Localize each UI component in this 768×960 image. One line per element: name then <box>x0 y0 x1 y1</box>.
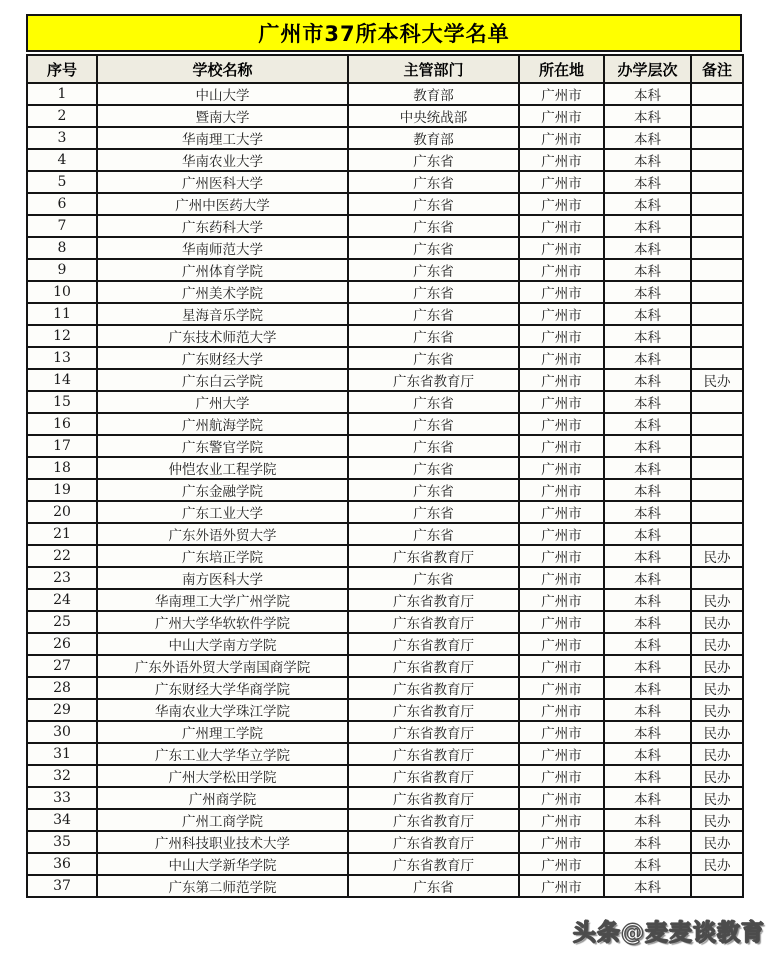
remark <box>691 259 743 281</box>
location: 广州市 <box>519 523 604 545</box>
school-name: 广东工业大学华立学院 <box>97 743 348 765</box>
column-header-no: 序号 <box>27 55 97 83</box>
supervisor: 广东省 <box>348 435 519 457</box>
table-row <box>27 193 743 215</box>
location: 广州市 <box>519 633 604 655</box>
table-row <box>27 83 743 105</box>
row-number: 28 <box>27 677 97 699</box>
table-row <box>27 259 743 281</box>
edu-level: 本科 <box>604 611 691 633</box>
location: 广州市 <box>519 281 604 303</box>
supervisor: 广东省教育厅 <box>348 743 519 765</box>
row-number: 32 <box>27 765 97 787</box>
edu-level: 本科 <box>604 743 691 765</box>
supervisor: 广东省教育厅 <box>348 765 519 787</box>
row-number: 26 <box>27 633 97 655</box>
row-number: 31 <box>27 743 97 765</box>
remark <box>691 149 743 171</box>
table-row <box>27 545 743 567</box>
row-number: 33 <box>27 787 97 809</box>
supervisor: 广东省教育厅 <box>348 611 519 633</box>
row-number: 29 <box>27 699 97 721</box>
school-name: 广东白云学院 <box>97 369 348 391</box>
remark: 民办 <box>691 677 743 699</box>
supervisor: 广东省 <box>348 171 519 193</box>
edu-level: 本科 <box>604 721 691 743</box>
edu-level: 本科 <box>604 589 691 611</box>
school-name: 中山大学新华学院 <box>97 853 348 875</box>
location: 广州市 <box>519 259 604 281</box>
location: 广州市 <box>519 413 604 435</box>
supervisor: 广东省 <box>348 567 519 589</box>
table-row <box>27 413 743 435</box>
supervisor: 广东省教育厅 <box>348 699 519 721</box>
row-number: 13 <box>27 347 97 369</box>
table-title: 广州市37所本科大学名单 <box>26 14 742 52</box>
edu-level: 本科 <box>604 501 691 523</box>
edu-level: 本科 <box>604 369 691 391</box>
remark: 民办 <box>691 743 743 765</box>
edu-level: 本科 <box>604 831 691 853</box>
supervisor: 广东省教育厅 <box>348 787 519 809</box>
supervisor: 广东省教育厅 <box>348 655 519 677</box>
edu-level: 本科 <box>604 523 691 545</box>
school-name: 星海音乐学院 <box>97 303 348 325</box>
table-row <box>27 501 743 523</box>
school-name: 广东第二师范学院 <box>97 875 348 897</box>
location: 广州市 <box>519 501 604 523</box>
university-list-sheet <box>26 14 742 898</box>
remark <box>691 501 743 523</box>
remark: 民办 <box>691 369 743 391</box>
supervisor: 广东省教育厅 <box>348 589 519 611</box>
table-row <box>27 479 743 501</box>
school-name: 广州航海学院 <box>97 413 348 435</box>
supervisor: 广东省 <box>348 303 519 325</box>
row-number: 34 <box>27 809 97 831</box>
remark <box>691 105 743 127</box>
row-number: 12 <box>27 325 97 347</box>
supervisor: 广东省 <box>348 457 519 479</box>
supervisor: 教育部 <box>348 127 519 149</box>
table-row <box>27 633 743 655</box>
remark <box>691 83 743 105</box>
row-number: 8 <box>27 237 97 259</box>
supervisor: 广东省 <box>348 215 519 237</box>
supervisor: 广东省教育厅 <box>348 369 519 391</box>
column-header-city: 所在地 <box>519 55 604 83</box>
table-row <box>27 369 743 391</box>
location: 广州市 <box>519 589 604 611</box>
remark <box>691 347 743 369</box>
remark <box>691 171 743 193</box>
location: 广州市 <box>519 611 604 633</box>
table-row <box>27 435 743 457</box>
row-number: 2 <box>27 105 97 127</box>
row-number: 20 <box>27 501 97 523</box>
school-name: 暨南大学 <box>97 105 348 127</box>
location: 广州市 <box>519 303 604 325</box>
remark: 民办 <box>691 787 743 809</box>
location: 广州市 <box>519 721 604 743</box>
school-name: 广东药科大学 <box>97 215 348 237</box>
remark <box>691 193 743 215</box>
location: 广州市 <box>519 435 604 457</box>
location: 广州市 <box>519 127 604 149</box>
remark: 民办 <box>691 831 743 853</box>
edu-level: 本科 <box>604 193 691 215</box>
edu-level: 本科 <box>604 413 691 435</box>
school-name: 中山大学 <box>97 83 348 105</box>
location: 广州市 <box>519 479 604 501</box>
remark <box>691 875 743 897</box>
remark: 民办 <box>691 545 743 567</box>
row-number: 22 <box>27 545 97 567</box>
supervisor: 广东省 <box>348 149 519 171</box>
row-number: 23 <box>27 567 97 589</box>
row-number: 27 <box>27 655 97 677</box>
row-number: 11 <box>27 303 97 325</box>
row-number: 18 <box>27 457 97 479</box>
row-number: 37 <box>27 875 97 897</box>
edu-level: 本科 <box>604 149 691 171</box>
school-name: 广州中医药大学 <box>97 193 348 215</box>
table-row <box>27 523 743 545</box>
row-number: 9 <box>27 259 97 281</box>
supervisor: 广东省 <box>348 523 519 545</box>
location: 广州市 <box>519 171 604 193</box>
column-header-note: 备注 <box>691 55 743 83</box>
school-name: 华南农业大学 <box>97 149 348 171</box>
school-name: 广州大学松田学院 <box>97 765 348 787</box>
school-name: 广州美术学院 <box>97 281 348 303</box>
table-row <box>27 171 743 193</box>
row-number: 7 <box>27 215 97 237</box>
school-name: 华南理工大学广州学院 <box>97 589 348 611</box>
location: 广州市 <box>519 215 604 237</box>
remark <box>691 567 743 589</box>
table-row <box>27 303 743 325</box>
remark <box>691 479 743 501</box>
edu-level: 本科 <box>604 633 691 655</box>
edu-level: 本科 <box>604 171 691 193</box>
edu-level: 本科 <box>604 303 691 325</box>
location: 广州市 <box>519 325 604 347</box>
supervisor: 广东省 <box>348 259 519 281</box>
table-row <box>27 237 743 259</box>
row-number: 36 <box>27 853 97 875</box>
row-number: 6 <box>27 193 97 215</box>
school-name: 广州工商学院 <box>97 809 348 831</box>
location: 广州市 <box>519 149 604 171</box>
table-row <box>27 875 743 897</box>
remark <box>691 523 743 545</box>
table-row <box>27 699 743 721</box>
row-number: 4 <box>27 149 97 171</box>
table-row <box>27 721 743 743</box>
location: 广州市 <box>519 655 604 677</box>
edu-level: 本科 <box>604 127 691 149</box>
edu-level: 本科 <box>604 677 691 699</box>
supervisor: 广东省教育厅 <box>348 853 519 875</box>
remark <box>691 127 743 149</box>
location: 广州市 <box>519 369 604 391</box>
location: 广州市 <box>519 809 604 831</box>
edu-level: 本科 <box>604 215 691 237</box>
watermark: 头条@麦麦谈教育 <box>573 920 765 946</box>
row-number: 19 <box>27 479 97 501</box>
school-name: 广东培正学院 <box>97 545 348 567</box>
remark: 民办 <box>691 655 743 677</box>
remark: 民办 <box>691 589 743 611</box>
row-number: 21 <box>27 523 97 545</box>
school-name: 广州体育学院 <box>97 259 348 281</box>
remark: 民办 <box>691 765 743 787</box>
header-row <box>27 55 743 83</box>
column-header-level: 办学层次 <box>604 55 691 83</box>
table-row <box>27 127 743 149</box>
edu-level: 本科 <box>604 259 691 281</box>
location: 广州市 <box>519 83 604 105</box>
row-number: 1 <box>27 83 97 105</box>
school-name: 广州商学院 <box>97 787 348 809</box>
remark: 民办 <box>691 699 743 721</box>
row-number: 30 <box>27 721 97 743</box>
supervisor: 广东省 <box>348 479 519 501</box>
table-row <box>27 677 743 699</box>
location: 广州市 <box>519 765 604 787</box>
supervisor: 广东省 <box>348 237 519 259</box>
table-row <box>27 567 743 589</box>
table-row <box>27 809 743 831</box>
supervisor: 广东省教育厅 <box>348 545 519 567</box>
school-name: 广东警官学院 <box>97 435 348 457</box>
school-name: 广州大学华软软件学院 <box>97 611 348 633</box>
column-header-name: 学校名称 <box>97 55 348 83</box>
supervisor: 广东省教育厅 <box>348 677 519 699</box>
school-name: 华南师范大学 <box>97 237 348 259</box>
table-row <box>27 743 743 765</box>
university-table <box>26 54 744 898</box>
remark: 民办 <box>691 611 743 633</box>
table-row <box>27 391 743 413</box>
table-row <box>27 105 743 127</box>
location: 广州市 <box>519 237 604 259</box>
location: 广州市 <box>519 545 604 567</box>
table-row <box>27 765 743 787</box>
edu-level: 本科 <box>604 787 691 809</box>
remark <box>691 215 743 237</box>
table-row <box>27 611 743 633</box>
remark <box>691 435 743 457</box>
location: 广州市 <box>519 391 604 413</box>
supervisor: 广东省 <box>348 875 519 897</box>
remark <box>691 303 743 325</box>
edu-level: 本科 <box>604 765 691 787</box>
column-header-dept: 主管部门 <box>348 55 519 83</box>
location: 广州市 <box>519 193 604 215</box>
supervisor: 广东省 <box>348 413 519 435</box>
edu-level: 本科 <box>604 347 691 369</box>
supervisor: 广东省 <box>348 391 519 413</box>
supervisor: 广东省教育厅 <box>348 831 519 853</box>
location: 广州市 <box>519 105 604 127</box>
school-name: 南方医科大学 <box>97 567 348 589</box>
row-number: 17 <box>27 435 97 457</box>
table-row <box>27 589 743 611</box>
edu-level: 本科 <box>604 655 691 677</box>
school-name: 广东外语外贸大学南国商学院 <box>97 655 348 677</box>
location: 广州市 <box>519 743 604 765</box>
row-number: 16 <box>27 413 97 435</box>
row-number: 14 <box>27 369 97 391</box>
supervisor: 广东省教育厅 <box>348 721 519 743</box>
remark <box>691 325 743 347</box>
location: 广州市 <box>519 457 604 479</box>
school-name: 仲恺农业工程学院 <box>97 457 348 479</box>
remark <box>691 413 743 435</box>
remark: 民办 <box>691 721 743 743</box>
school-name: 广东金融学院 <box>97 479 348 501</box>
table-row <box>27 347 743 369</box>
school-name: 华南理工大学 <box>97 127 348 149</box>
edu-level: 本科 <box>604 457 691 479</box>
row-number: 15 <box>27 391 97 413</box>
remark <box>691 391 743 413</box>
school-name: 中山大学南方学院 <box>97 633 348 655</box>
edu-level: 本科 <box>604 809 691 831</box>
supervisor: 广东省 <box>348 501 519 523</box>
remark <box>691 457 743 479</box>
supervisor: 广东省教育厅 <box>348 633 519 655</box>
location: 广州市 <box>519 347 604 369</box>
edu-level: 本科 <box>604 325 691 347</box>
remark: 民办 <box>691 633 743 655</box>
school-name: 华南农业大学珠江学院 <box>97 699 348 721</box>
location: 广州市 <box>519 677 604 699</box>
school-name: 广州科技职业技术大学 <box>97 831 348 853</box>
remark: 民办 <box>691 809 743 831</box>
supervisor: 广东省 <box>348 325 519 347</box>
edu-level: 本科 <box>604 83 691 105</box>
table-row <box>27 655 743 677</box>
supervisor: 广东省 <box>348 193 519 215</box>
table-row <box>27 853 743 875</box>
row-number: 5 <box>27 171 97 193</box>
table-row <box>27 149 743 171</box>
edu-level: 本科 <box>604 237 691 259</box>
remark <box>691 281 743 303</box>
school-name: 广东工业大学 <box>97 501 348 523</box>
school-name: 广东财经大学华商学院 <box>97 677 348 699</box>
table-row <box>27 281 743 303</box>
location: 广州市 <box>519 875 604 897</box>
edu-level: 本科 <box>604 545 691 567</box>
supervisor: 广东省教育厅 <box>348 809 519 831</box>
edu-level: 本科 <box>604 391 691 413</box>
edu-level: 本科 <box>604 567 691 589</box>
school-name: 广州大学 <box>97 391 348 413</box>
location: 广州市 <box>519 699 604 721</box>
location: 广州市 <box>519 567 604 589</box>
edu-level: 本科 <box>604 699 691 721</box>
remark: 民办 <box>691 853 743 875</box>
row-number: 3 <box>27 127 97 149</box>
school-name: 广东财经大学 <box>97 347 348 369</box>
table-row <box>27 787 743 809</box>
location: 广州市 <box>519 831 604 853</box>
school-name: 广州医科大学 <box>97 171 348 193</box>
school-name: 广州理工学院 <box>97 721 348 743</box>
row-number: 24 <box>27 589 97 611</box>
edu-level: 本科 <box>604 435 691 457</box>
edu-level: 本科 <box>604 875 691 897</box>
supervisor: 广东省 <box>348 347 519 369</box>
table-row <box>27 457 743 479</box>
edu-level: 本科 <box>604 853 691 875</box>
row-number: 25 <box>27 611 97 633</box>
edu-level: 本科 <box>604 105 691 127</box>
supervisor: 中央统战部 <box>348 105 519 127</box>
edu-level: 本科 <box>604 281 691 303</box>
school-name: 广东外语外贸大学 <box>97 523 348 545</box>
school-name: 广东技术师范大学 <box>97 325 348 347</box>
location: 广州市 <box>519 853 604 875</box>
edu-level: 本科 <box>604 479 691 501</box>
table-row <box>27 831 743 853</box>
supervisor: 广东省 <box>348 281 519 303</box>
row-number: 10 <box>27 281 97 303</box>
supervisor: 教育部 <box>348 83 519 105</box>
location: 广州市 <box>519 787 604 809</box>
table-row <box>27 215 743 237</box>
remark <box>691 237 743 259</box>
table-row <box>27 325 743 347</box>
row-number: 35 <box>27 831 97 853</box>
